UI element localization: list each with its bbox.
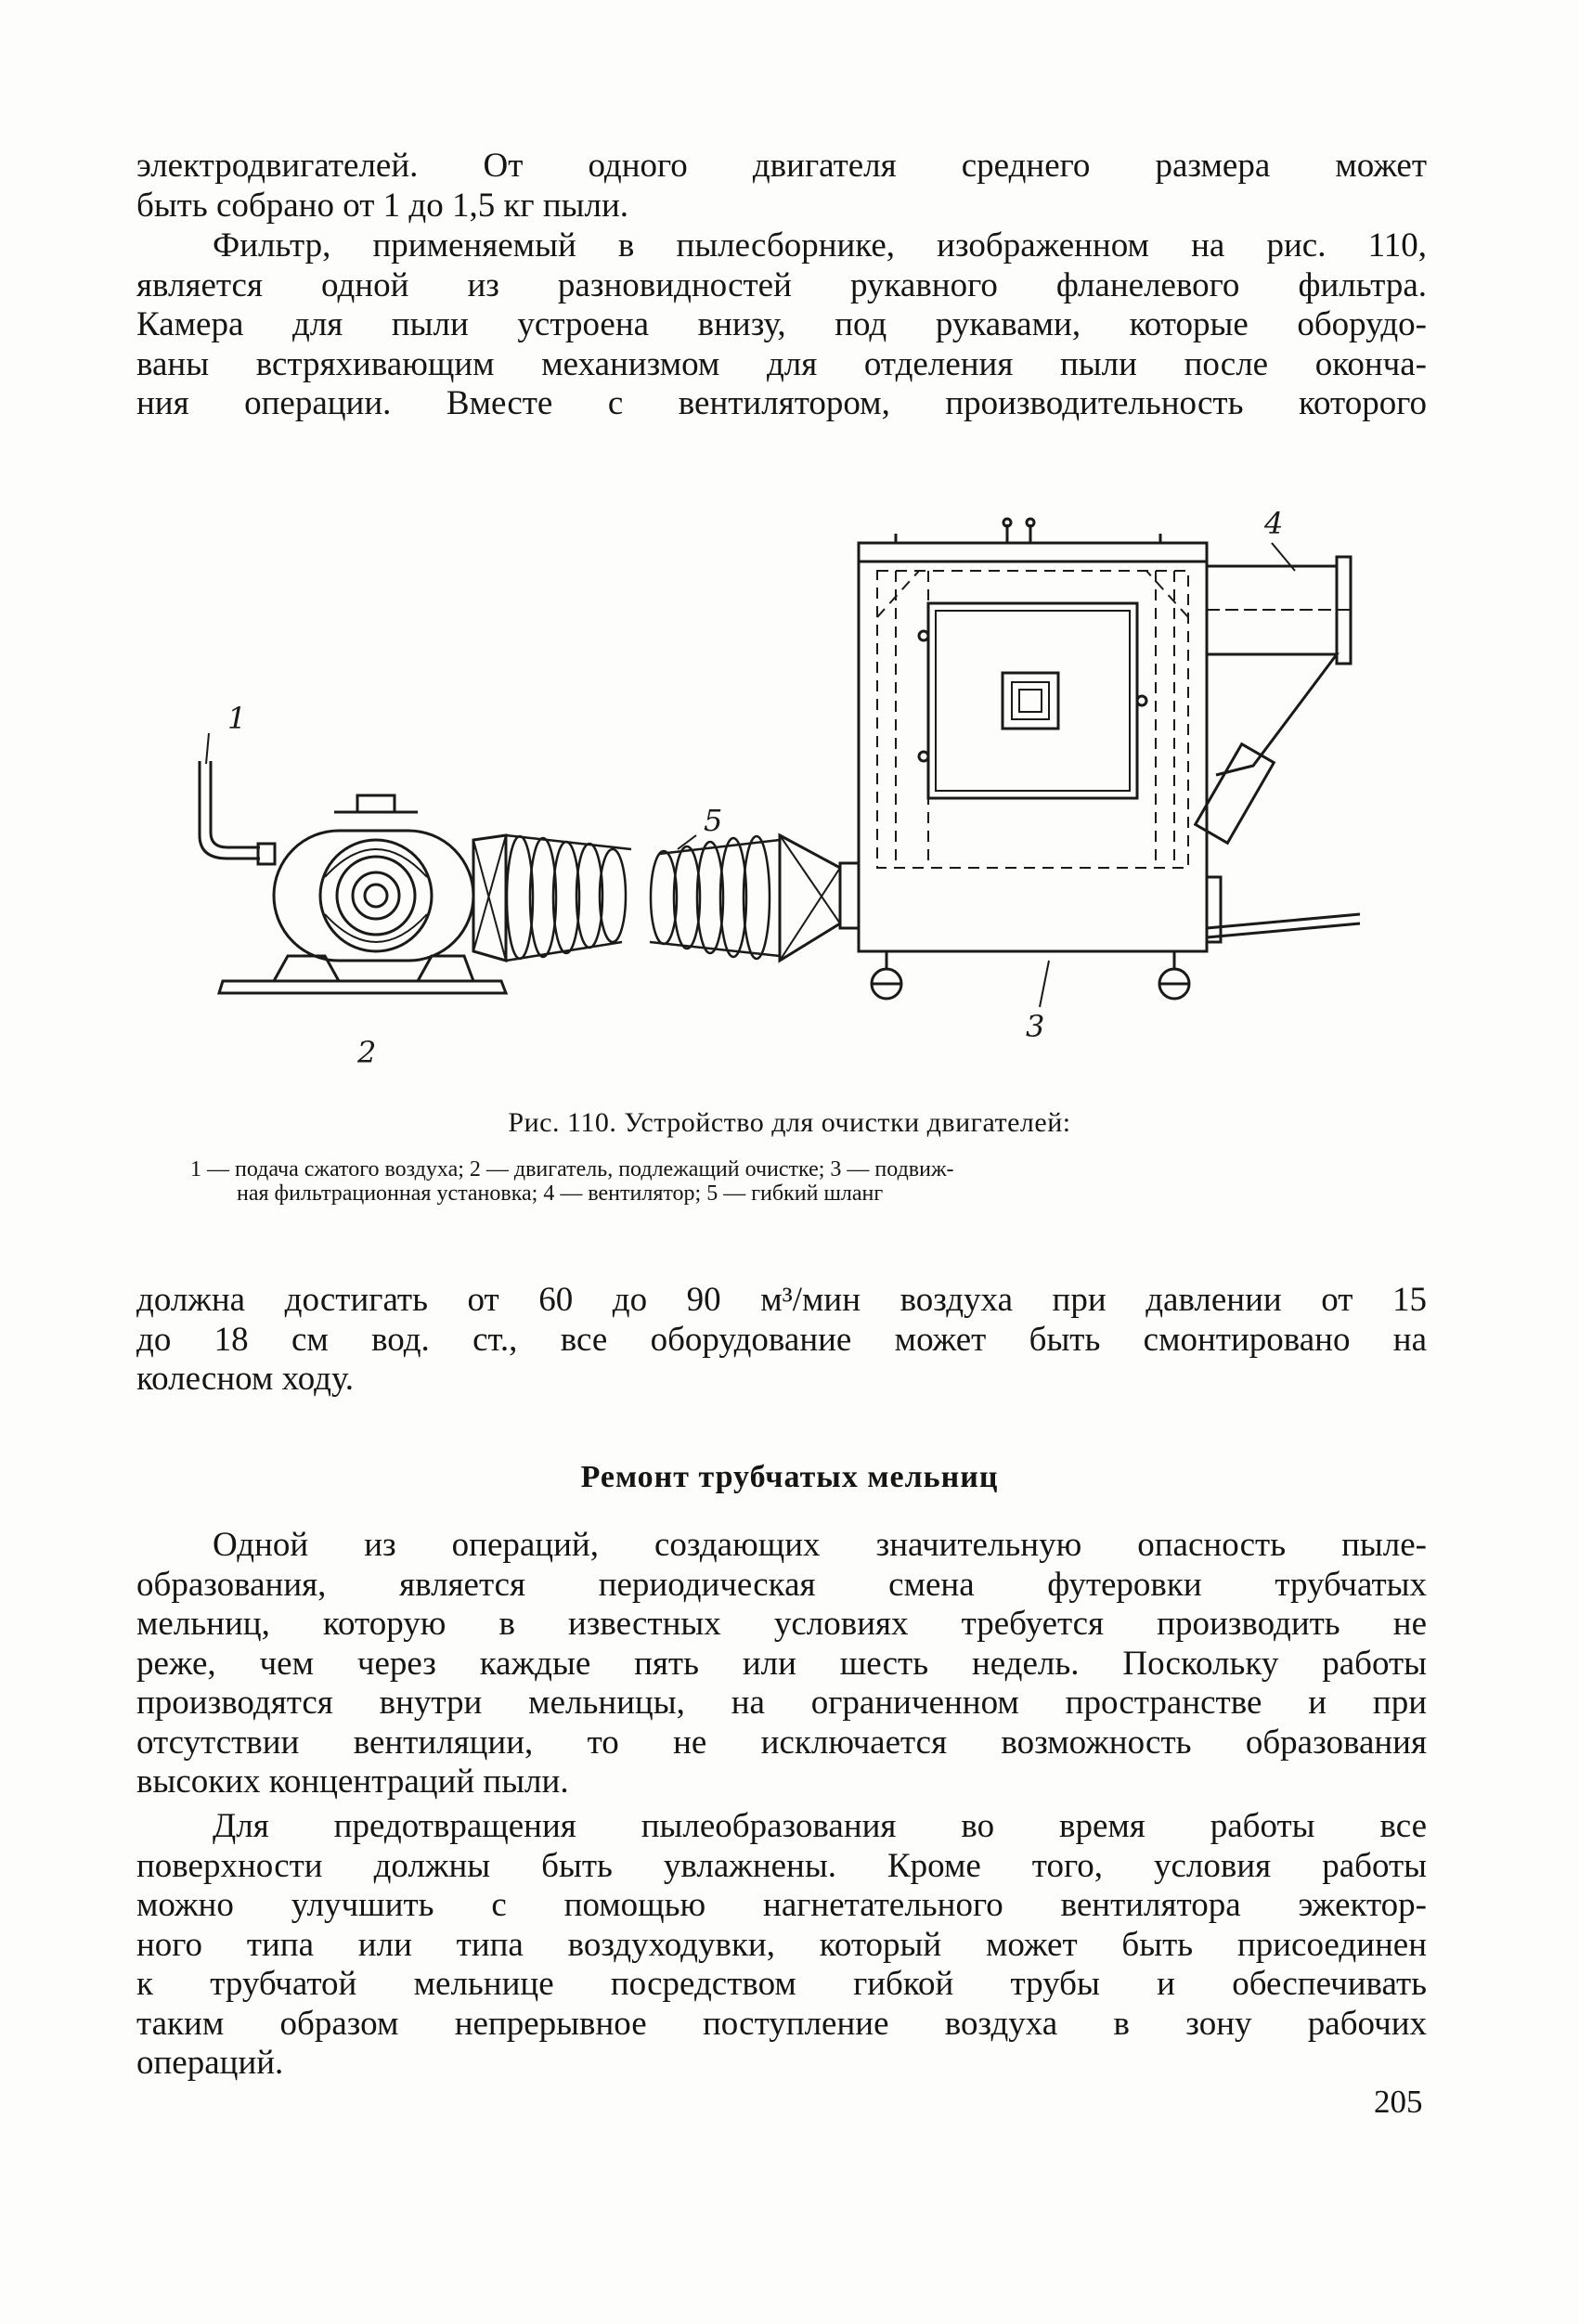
caption-legend-line: ная фильтрационная установка; 4 — вентилятор; 5 — гибкий шланг xyxy=(237,1181,884,1206)
text-line: Одной из операций, создающих значительную опасность пыле- xyxy=(213,1526,1427,1564)
motor-base-plate xyxy=(219,981,506,993)
text-line: отсутствии вентиляции, то не исключается возможность образования xyxy=(136,1723,1427,1762)
text-line: можно улучшить с помощью нагнетательного вентилятора эжектор- xyxy=(136,1886,1427,1924)
flexible-hose-left xyxy=(506,835,631,961)
motor-shaft-housing xyxy=(337,857,415,935)
fan-unit xyxy=(1196,557,1351,843)
engine-cleaning-device-diagram xyxy=(186,469,1383,1081)
text-line: колесном ходу. xyxy=(136,1360,354,1398)
text-line: высоких концентраций пыли. xyxy=(136,1762,569,1801)
paragraph-mills xyxy=(136,1526,1427,1802)
text-line: реже, чем через каждые пять или шесть недель. Поскольку работы xyxy=(136,1644,1427,1683)
text-line: таким образом непрерывное поступление воздуха в зону рабочих xyxy=(136,2004,1427,2043)
section-heading: Ремонт трубчатых мельниц xyxy=(580,1460,999,1494)
cabinet-inlet-cone xyxy=(780,835,840,961)
label-3: 3 xyxy=(1026,1009,1045,1044)
label-1: 1 xyxy=(227,701,247,736)
text-line: ния операции. Вместе с вентилятором, производительность которого xyxy=(136,384,1427,422)
figure-caption-legend xyxy=(190,1157,1378,1206)
air-supply-pipe xyxy=(200,761,260,859)
text-line: до 18 см вод. ст., все оборудование может быть смонтировано на xyxy=(136,1320,1427,1359)
text-line: Камера для пыли устроена внизу, под рукавами, которые оборудо- xyxy=(136,305,1427,343)
text-line: операций. xyxy=(136,2044,284,2082)
paragraph-intro xyxy=(136,147,1427,226)
text-line: Фильтр, применяемый в пылесборнике, изображенном на рис. 110, xyxy=(213,226,1427,265)
label-4: 4 xyxy=(1264,506,1284,541)
figure-caption-title: Рис. 110. Устройство для очистки двигателей: xyxy=(508,1107,1071,1138)
text-line: ного типа или типа воздуходувки, который может быть присоединен xyxy=(136,1925,1427,1964)
text-line: Для предотвращения пылеобразования во время работы все xyxy=(213,1807,1427,1845)
text-line: является одной из разновидностей рукавного фланелевого фильтра. xyxy=(136,265,1427,304)
text-line: быть собрано от 1 до 1,5 кг пыли. xyxy=(136,186,629,225)
cabinet-door xyxy=(928,603,1137,798)
text-line: производятся внутри мельницы, на ограниченном пространстве и при xyxy=(136,1684,1427,1722)
paragraph-filter xyxy=(136,226,1427,424)
paragraph-prevention xyxy=(136,1807,1427,2084)
cabinet-wheels xyxy=(872,951,1189,999)
cabinet-handle xyxy=(1207,914,1360,937)
page-number: 205 xyxy=(1374,2084,1423,2120)
text-line: электродвигателей. От одного двигателя среднего размера может xyxy=(136,147,1427,185)
text-line: должна достигать от 60 до 90 м³/мин воздуха при давлении от 15 xyxy=(136,1281,1427,1319)
text-line: мельниц, которую в известных условиях требуется производить не xyxy=(136,1605,1427,1643)
text-line: поверхности должны быть увлажнены. Кроме того, условия работы xyxy=(136,1846,1427,1885)
paragraph-airflow xyxy=(136,1281,1427,1400)
label-2: 2 xyxy=(357,1035,377,1070)
text-line: к трубчатой мельнице посредством гибкой трубы и обеспечивать xyxy=(136,1965,1427,2003)
flexible-hose-right xyxy=(650,836,780,959)
text-line: ваны встряхивающим механизмом для отделения пыли после оконча- xyxy=(136,344,1427,383)
text-line: образования, является периодическая смена футеровки трубчатых xyxy=(136,1565,1427,1604)
figure-110 xyxy=(186,469,1383,1081)
caption-legend-line: 1 — подача сжатого воздуха; 2 — двигатель, подлежащий очистке; 3 — подвиж- xyxy=(190,1157,954,1181)
label-5: 5 xyxy=(704,803,723,838)
